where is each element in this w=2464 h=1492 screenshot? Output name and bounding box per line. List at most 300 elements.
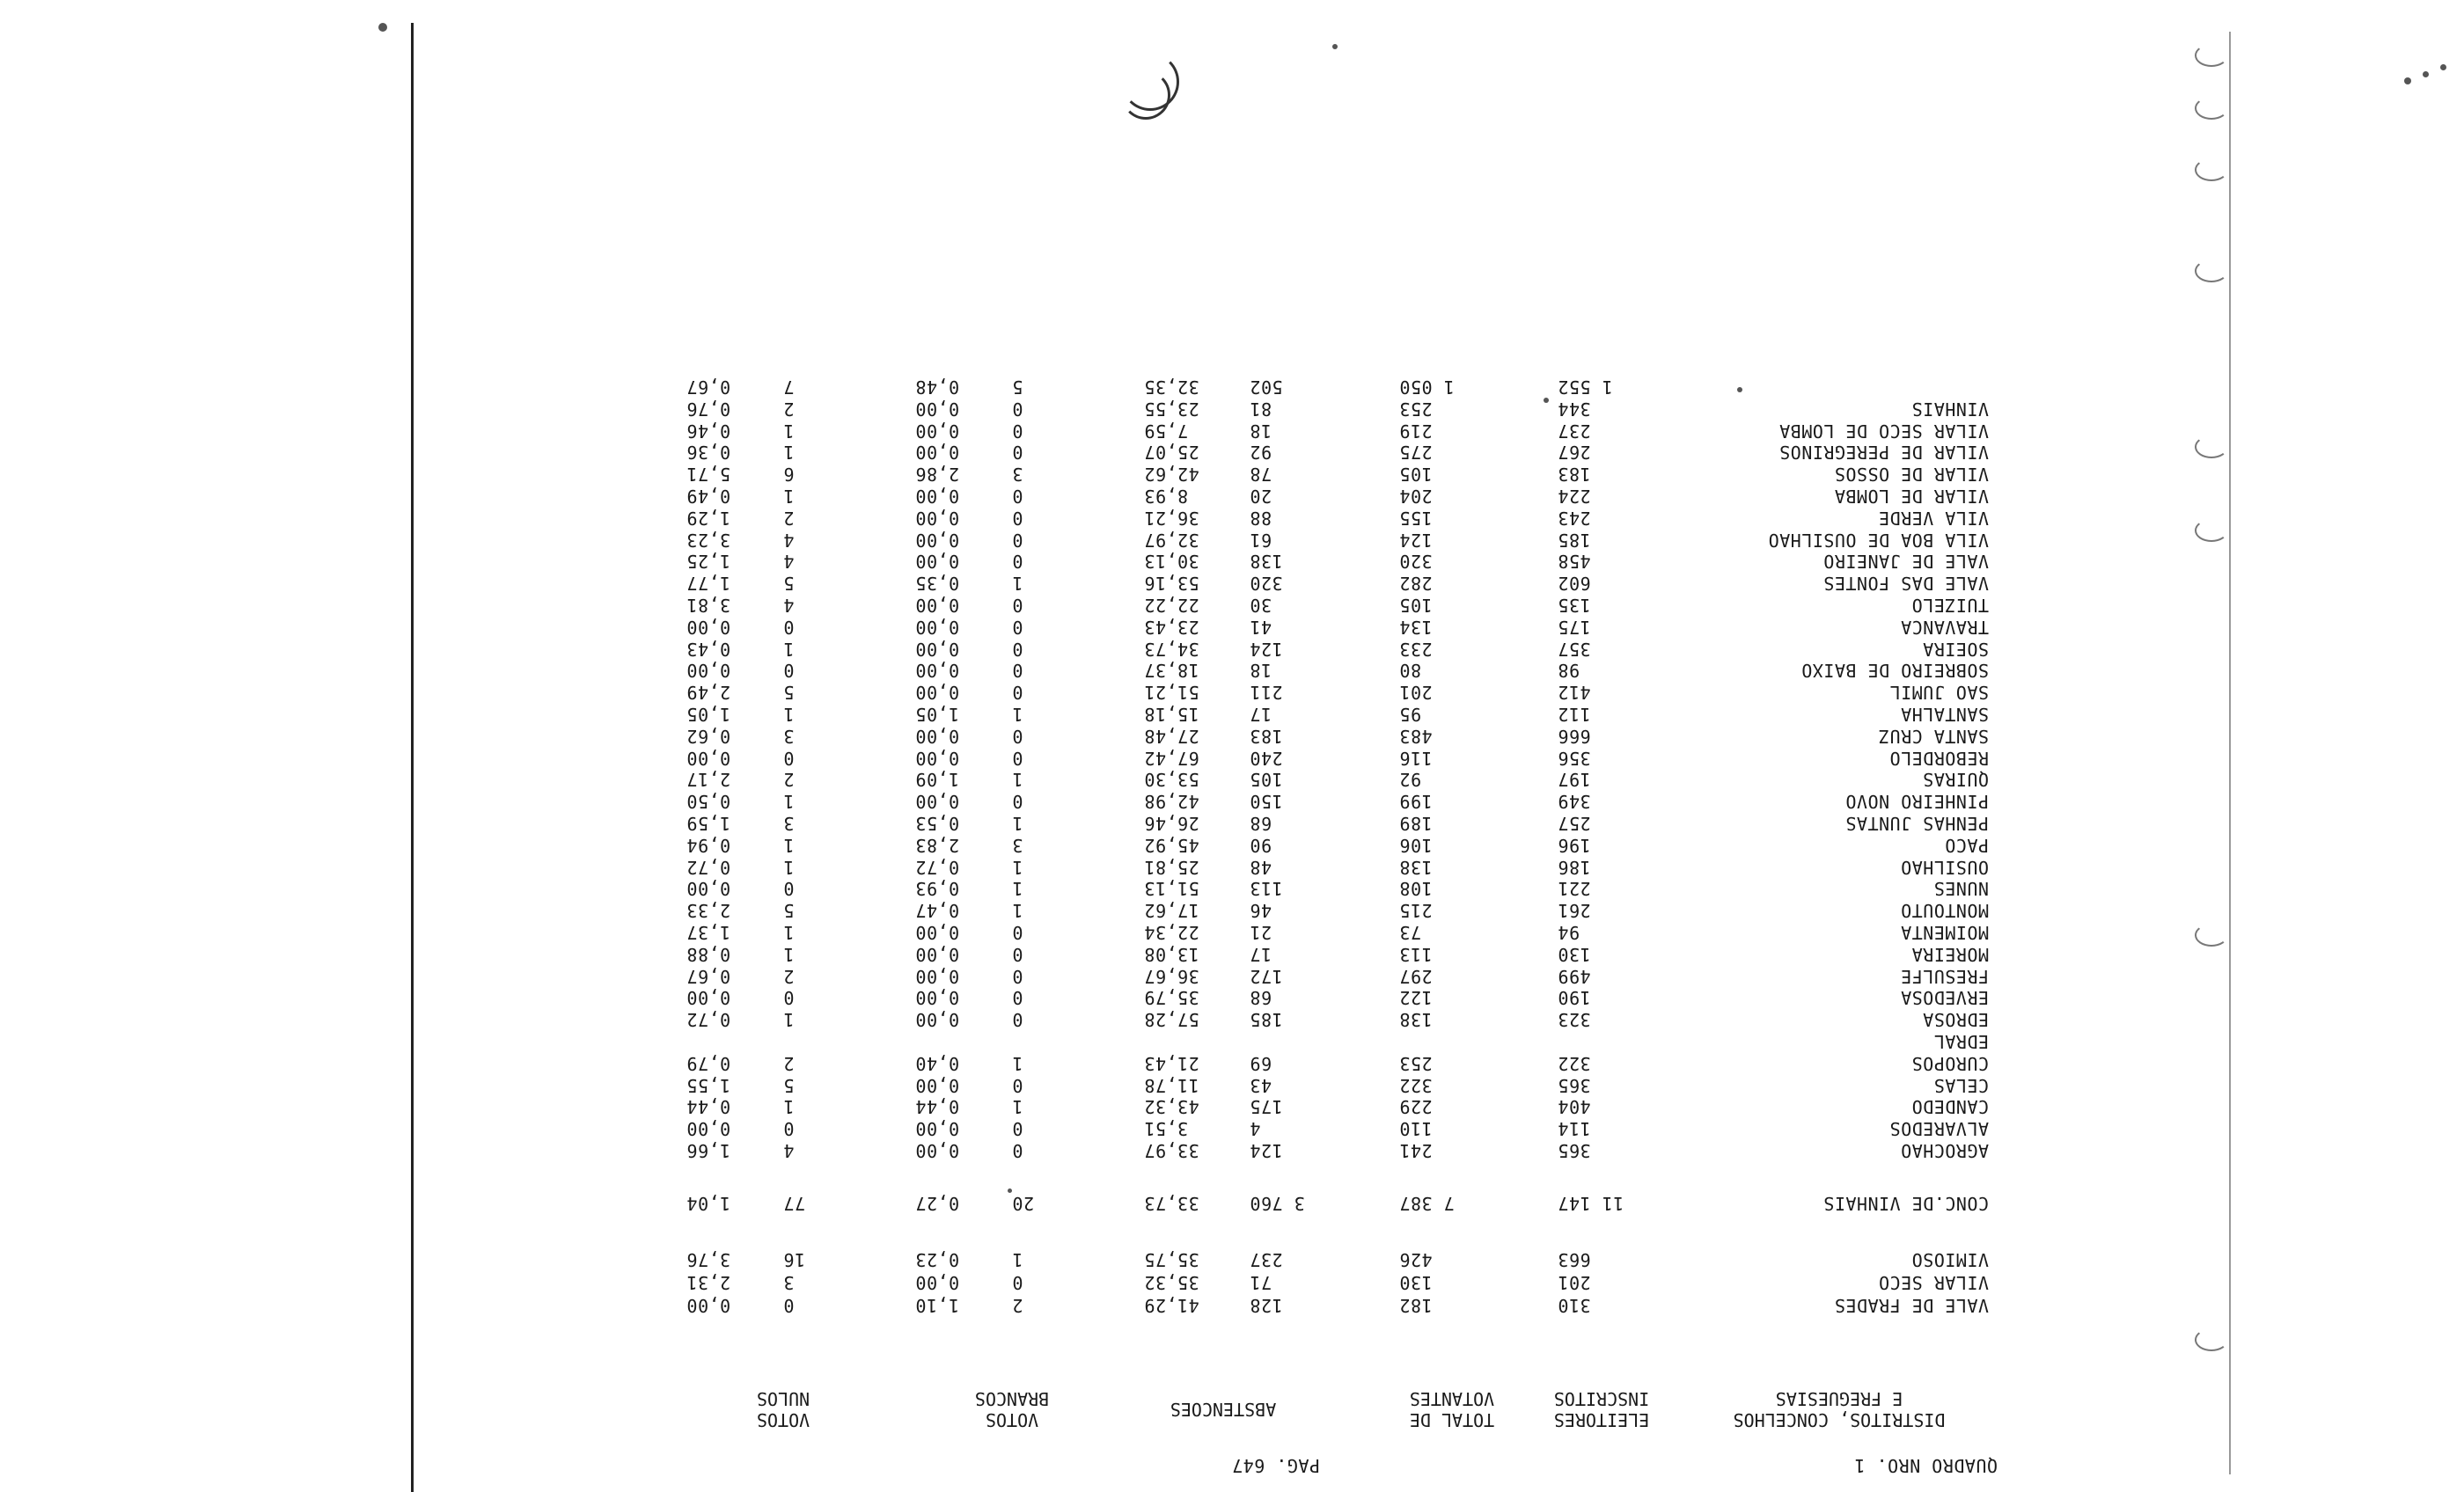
cell-inscritos: 365 xyxy=(1558,1074,1591,1096)
cell-inscritos: 257 xyxy=(1558,813,1591,834)
cell-votantes: 483 xyxy=(1399,725,1433,747)
cell-inscritos: 185 xyxy=(1558,529,1591,551)
cell-nu-n: 5 xyxy=(783,573,795,595)
cell-nu-p: 0,43 xyxy=(686,638,731,660)
cell-nu-n: 1 xyxy=(783,791,795,813)
cell-name: CELAS xyxy=(1933,1074,1989,1096)
cell-inscritos: 196 xyxy=(1558,834,1591,856)
cell-votantes: 110 xyxy=(1399,1118,1433,1140)
binder-line xyxy=(2229,32,2231,1474)
cell-votantes: 138 xyxy=(1399,856,1433,878)
cell-votantes: 95 xyxy=(1399,704,1422,725)
cell-abst-p: 53,30 xyxy=(1144,769,1199,791)
cell-abst-p: 3,51 xyxy=(1144,1118,1189,1140)
cell-name: AGROCHAO xyxy=(1900,1140,1989,1161)
cell-br-n: 0 xyxy=(1012,551,1023,573)
cell-nu-n: 5 xyxy=(783,682,795,704)
cell-abst-n: 18 xyxy=(1250,420,1272,442)
cell-votantes: 73 xyxy=(1399,922,1422,943)
cell-br-p: 0,00 xyxy=(915,1140,960,1161)
cell-abst-p: 35,32 xyxy=(1144,1272,1199,1293)
cell-inscritos: 666 xyxy=(1558,725,1591,747)
cell-votantes: 215 xyxy=(1399,900,1433,922)
cell-abst-n: 502 xyxy=(1250,377,1283,398)
cell-br-p: 0,00 xyxy=(915,529,960,551)
cell-inscritos: 310 xyxy=(1558,1295,1591,1316)
cell-name: PENHAS JUNTAS xyxy=(1844,813,1989,834)
col-header-districts: DISTRITOS, CONCELHOS E FREGUESIAS xyxy=(1733,1388,1946,1430)
cell-abst-n: 128 xyxy=(1250,1295,1283,1316)
cell-abst-n: 92 xyxy=(1250,442,1272,464)
cell-br-p: 0,27 xyxy=(915,1193,960,1214)
cell-abst-p: 57,28 xyxy=(1144,1009,1199,1031)
cell-votantes: 92 xyxy=(1399,769,1422,791)
cell-abst-n: 30 xyxy=(1250,595,1272,616)
cell-name: VILAR DE LOMBA xyxy=(1834,486,1989,507)
cell-nu-p: 0,72 xyxy=(686,1009,731,1031)
cell-br-p: 0,00 xyxy=(915,551,960,573)
paper-speck xyxy=(1544,398,1549,403)
cell-br-n: 0 xyxy=(1012,965,1023,987)
cell-inscritos: 602 xyxy=(1558,573,1591,595)
cell-abst-n: 46 xyxy=(1250,900,1272,922)
cell-nu-n: 77 xyxy=(783,1193,806,1214)
cell-nu-n: 1 xyxy=(783,420,795,442)
cell-nu-n: 0 xyxy=(783,878,795,900)
cell-nu-p: 0,72 xyxy=(686,856,731,878)
cell-br-n: 0 xyxy=(1012,507,1023,529)
cell-inscritos: 357 xyxy=(1558,638,1591,660)
cell-br-p: 0,53 xyxy=(915,813,960,834)
cell-nu-n: 0 xyxy=(783,660,795,682)
binder-hole xyxy=(2195,519,2228,542)
cell-br-p: 0,35 xyxy=(915,573,960,595)
cell-votantes: 219 xyxy=(1399,420,1433,442)
cell-nu-p: 0,49 xyxy=(686,486,731,507)
cell-nu-n: 4 xyxy=(783,1140,795,1161)
cell-br-p: 0,93 xyxy=(915,878,960,900)
cell-nu-p: 1,05 xyxy=(686,704,731,725)
cell-votantes: 1 050 xyxy=(1399,377,1455,398)
cell-inscritos: 201 xyxy=(1558,1272,1591,1293)
binder-hole xyxy=(2195,158,2228,181)
cell-abst-p: 51,21 xyxy=(1144,682,1199,704)
cell-br-p: 0,00 xyxy=(915,987,960,1009)
cell-abst-n: 17 xyxy=(1250,943,1272,965)
cell-br-n: 1 xyxy=(1012,856,1023,878)
cell-nu-p: 1,59 xyxy=(686,813,731,834)
cell-nu-n: 4 xyxy=(783,551,795,573)
cell-name: EDROSA xyxy=(1922,1009,1989,1031)
cell-nu-n: 3 xyxy=(783,725,795,747)
cell-nu-p: 0,50 xyxy=(686,791,731,813)
cell-br-p: 0,00 xyxy=(915,682,960,704)
cell-abst-n: 21 xyxy=(1250,922,1272,943)
cell-br-n: 0 xyxy=(1012,1140,1023,1161)
cell-inscritos: 183 xyxy=(1558,464,1591,486)
cell-votantes: 233 xyxy=(1399,638,1433,660)
cell-name: VILAR DE OSSOS xyxy=(1834,464,1989,486)
cell-inscritos: 130 xyxy=(1558,943,1591,965)
cell-abst-p: 43,32 xyxy=(1144,1096,1199,1118)
cell-br-n: 0 xyxy=(1012,529,1023,551)
cell-br-p: 0,00 xyxy=(915,595,960,616)
cell-votantes: 155 xyxy=(1399,507,1433,529)
cell-votantes: 282 xyxy=(1399,573,1433,595)
cell-abst-n: 88 xyxy=(1250,507,1272,529)
cell-br-p: 0,48 xyxy=(915,377,960,398)
cell-name: EDRAL xyxy=(1933,1031,1989,1052)
cell-inscritos: 224 xyxy=(1558,486,1591,507)
col-header-nulos: VOTOS NULOS xyxy=(756,1388,810,1430)
cell-votantes: 138 xyxy=(1399,1009,1433,1031)
cell-nu-n: 1 xyxy=(783,1096,795,1118)
cell-br-n: 0 xyxy=(1012,1272,1023,1293)
cell-nu-p: 0,00 xyxy=(686,1118,731,1140)
cell-votantes: 201 xyxy=(1399,682,1433,704)
cell-br-p: 0,00 xyxy=(915,398,960,420)
cell-nu-p: 1,25 xyxy=(686,551,731,573)
cell-name: NUNES xyxy=(1933,878,1989,900)
cell-nu-n: 1 xyxy=(783,638,795,660)
cell-nu-n: 7 xyxy=(783,377,795,398)
cell-abst-p: 11,78 xyxy=(1144,1074,1199,1096)
cell-nu-p: 0,00 xyxy=(686,747,731,769)
cell-inscritos: 344 xyxy=(1558,398,1591,420)
cell-nu-n: 6 xyxy=(783,464,795,486)
paper-speck xyxy=(2440,64,2446,70)
cell-abst-p: 36,67 xyxy=(1144,965,1199,987)
cell-votantes: 7 387 xyxy=(1399,1193,1455,1214)
cell-nu-p: 2,49 xyxy=(686,682,731,704)
cell-br-n: 1 xyxy=(1012,769,1023,791)
cell-abst-p: 13,08 xyxy=(1144,943,1199,965)
cell-nu-n: 5 xyxy=(783,1074,795,1096)
cell-votantes: 204 xyxy=(1399,486,1433,507)
cell-votantes: 130 xyxy=(1399,1272,1433,1293)
cell-abst-p: 34,73 xyxy=(1144,638,1199,660)
cell-name: PINHEIRO NOVO xyxy=(1844,791,1989,813)
cell-name: MOIMENTA xyxy=(1900,922,1989,943)
cell-br-n: 0 xyxy=(1012,1009,1023,1031)
cell-nu-n: 5 xyxy=(783,900,795,922)
cell-abst-p: 18,37 xyxy=(1144,660,1199,682)
cell-abst-n: 68 xyxy=(1250,987,1272,1009)
cell-name: VILAR DE PEREGRINOS xyxy=(1778,442,1989,464)
cell-inscritos: 412 xyxy=(1558,682,1591,704)
cell-inscritos: 243 xyxy=(1558,507,1591,529)
cell-inscritos: 221 xyxy=(1558,878,1591,900)
cell-br-p: 0,00 xyxy=(915,725,960,747)
cell-votantes: 297 xyxy=(1399,965,1433,987)
cell-name: PACO xyxy=(1944,834,1989,856)
cell-votantes: 182 xyxy=(1399,1295,1433,1316)
cell-name: CUROPOS xyxy=(1911,1052,1989,1074)
cell-nu-p: 2,31 xyxy=(686,1272,731,1293)
page-edge-line xyxy=(411,23,414,1492)
cell-name: VALE DE FRADES xyxy=(1834,1295,1989,1316)
cell-br-p: 2,83 xyxy=(915,834,960,856)
cell-abst-p: 27,48 xyxy=(1144,725,1199,747)
cell-br-p: 0,47 xyxy=(915,900,960,922)
cell-name: VALE DAS FONTES xyxy=(1822,573,1989,595)
cell-name: CONC.DE VINHAIS xyxy=(1822,1193,1989,1214)
cell-name: MONTOUTO xyxy=(1900,900,1989,922)
cell-br-n: 0 xyxy=(1012,725,1023,747)
cell-br-n: 1 xyxy=(1012,900,1023,922)
cell-name: VILA VERDE xyxy=(1878,507,1989,529)
cell-abst-p: 33,97 xyxy=(1144,1140,1199,1161)
cell-br-p: 0,00 xyxy=(915,1118,960,1140)
cell-br-p: 0,00 xyxy=(915,442,960,464)
cell-inscritos: 190 xyxy=(1558,987,1591,1009)
cell-nu-p: 3,81 xyxy=(686,595,731,616)
cell-abst-n: 78 xyxy=(1250,464,1272,486)
cell-br-n: 0 xyxy=(1012,987,1023,1009)
cell-name: VIMIOSO xyxy=(1911,1249,1989,1270)
cell-abst-n: 71 xyxy=(1250,1272,1272,1293)
cell-nu-p: 0,67 xyxy=(686,377,731,398)
cell-nu-n: 1 xyxy=(783,1009,795,1031)
cell-nu-n: 1 xyxy=(783,943,795,965)
cell-abst-n: 3 760 xyxy=(1250,1193,1305,1214)
cell-abst-p: 51,13 xyxy=(1144,878,1199,900)
cell-abst-n: 211 xyxy=(1250,682,1283,704)
cell-br-p: 0,40 xyxy=(915,1052,960,1074)
cell-nu-n: 1 xyxy=(783,834,795,856)
cell-name: VALE DE JANEIRO xyxy=(1822,551,1989,573)
cell-abst-p: 30,13 xyxy=(1144,551,1199,573)
cell-abst-p: 26,46 xyxy=(1144,813,1199,834)
cell-votantes: 113 xyxy=(1399,943,1433,965)
cell-nu-n: 0 xyxy=(783,1295,795,1316)
cell-votantes: 108 xyxy=(1399,878,1433,900)
cell-inscritos: 98 xyxy=(1558,660,1580,682)
cell-abst-n: 150 xyxy=(1250,791,1283,813)
cell-votantes: 320 xyxy=(1399,551,1433,573)
cell-inscritos: 267 xyxy=(1558,442,1591,464)
cell-votantes: 229 xyxy=(1399,1096,1433,1118)
cell-nu-p: 2,33 xyxy=(686,900,731,922)
cell-votantes: 322 xyxy=(1399,1074,1433,1096)
cell-nu-p: 0,76 xyxy=(686,398,731,420)
cell-nu-p: 2,17 xyxy=(686,769,731,791)
paper-speck xyxy=(1737,387,1742,392)
cell-inscritos: 186 xyxy=(1558,856,1591,878)
cell-name: SAO JUMIL xyxy=(1889,682,1989,704)
cell-br-n: 0 xyxy=(1012,791,1023,813)
cell-abst-p: 32,97 xyxy=(1144,529,1199,551)
cell-abst-p: 35,75 xyxy=(1144,1249,1199,1270)
cell-nu-p: 0,00 xyxy=(686,1295,731,1316)
cell-br-n: 3 xyxy=(1012,464,1023,486)
binder-hole xyxy=(2195,260,2228,282)
cell-inscritos: 365 xyxy=(1558,1140,1591,1161)
cell-inscritos: 349 xyxy=(1558,791,1591,813)
cell-br-n: 0 xyxy=(1012,486,1023,507)
cell-abst-p: 22,22 xyxy=(1144,595,1199,616)
cell-br-n: 3 xyxy=(1012,834,1023,856)
cell-br-p: 0,00 xyxy=(915,1272,960,1293)
cell-nu-p: 0,44 xyxy=(686,1096,731,1118)
cell-nu-n: 3 xyxy=(783,813,795,834)
cell-name: VILAR SECO xyxy=(1878,1272,1989,1293)
binder-hole xyxy=(2195,1328,2228,1351)
cell-br-n: 0 xyxy=(1012,682,1023,704)
cell-br-n: 0 xyxy=(1012,595,1023,616)
cell-inscritos: 322 xyxy=(1558,1052,1591,1074)
cell-br-p: 2,86 xyxy=(915,464,960,486)
cell-nu-p: 0,00 xyxy=(686,616,731,638)
col-header-votantes: TOTAL DE VOTANTES xyxy=(1409,1388,1495,1430)
cell-br-n: 1 xyxy=(1012,1249,1023,1270)
cell-br-p: 0,00 xyxy=(915,965,960,987)
cell-abst-p: 8,93 xyxy=(1144,486,1189,507)
cell-votantes: 105 xyxy=(1399,595,1433,616)
cell-nu-p: 1,66 xyxy=(686,1140,731,1161)
cell-abst-p: 67,42 xyxy=(1144,747,1199,769)
cell-nu-p: 1,29 xyxy=(686,507,731,529)
cell-nu-n: 0 xyxy=(783,747,795,769)
cell-inscritos: 175 xyxy=(1558,616,1591,638)
cell-abst-p: 17,62 xyxy=(1144,900,1199,922)
cell-abst-n: 69 xyxy=(1250,1052,1272,1074)
cell-votantes: 253 xyxy=(1399,1052,1433,1074)
cell-abst-p: 23,55 xyxy=(1144,398,1199,420)
cell-votantes: 253 xyxy=(1399,398,1433,420)
cell-inscritos: 112 xyxy=(1558,704,1591,725)
cell-nu-n: 2 xyxy=(783,965,795,987)
cell-nu-n: 4 xyxy=(783,595,795,616)
cell-nu-p: 0,79 xyxy=(686,1052,731,1074)
cell-abst-n: 43 xyxy=(1250,1074,1272,1096)
paper-speck xyxy=(378,23,387,32)
cell-br-n: 0 xyxy=(1012,1074,1023,1096)
cell-name: TRAVANCA xyxy=(1900,616,1989,638)
cell-abst-p: 41,29 xyxy=(1144,1295,1199,1316)
cell-name: SOEIRA xyxy=(1922,638,1989,660)
paper-speck xyxy=(1332,44,1338,49)
cell-br-p: 0,00 xyxy=(915,507,960,529)
cell-abst-p: 35,79 xyxy=(1144,987,1199,1009)
cell-votantes: 80 xyxy=(1399,660,1422,682)
cell-abst-p: 32,35 xyxy=(1144,377,1199,398)
cell-abst-n: 17 xyxy=(1250,704,1272,725)
cell-name: OUSILHAO xyxy=(1900,856,1989,878)
cell-br-p: 0,72 xyxy=(915,856,960,878)
cell-abst-p: 7,59 xyxy=(1144,420,1189,442)
cell-nu-p: 1,04 xyxy=(686,1193,731,1214)
cell-abst-n: 183 xyxy=(1250,725,1283,747)
cell-votantes: 189 xyxy=(1399,813,1433,834)
cell-br-p: 0,00 xyxy=(915,1009,960,1031)
cell-nu-n: 1 xyxy=(783,922,795,943)
cell-br-n: 20 xyxy=(1012,1193,1035,1214)
cell-votantes: 106 xyxy=(1399,834,1433,856)
cell-nu-p: 0,94 xyxy=(686,834,731,856)
cell-nu-n: 2 xyxy=(783,507,795,529)
cell-name: VILAR SECO DE LOMBA xyxy=(1778,420,1989,442)
cell-br-n: 1 xyxy=(1012,813,1023,834)
cell-votantes: 134 xyxy=(1399,616,1433,638)
cell-inscritos: 94 xyxy=(1558,922,1580,943)
cell-abst-n: 105 xyxy=(1250,769,1283,791)
cell-br-n: 0 xyxy=(1012,1118,1023,1140)
cell-inscritos: 404 xyxy=(1558,1096,1591,1118)
paper-mark xyxy=(1121,70,1170,120)
col-header-brancos: VOTOS BRANCOS xyxy=(974,1388,1050,1430)
cell-nu-n: 2 xyxy=(783,1052,795,1074)
cell-inscritos: 458 xyxy=(1558,551,1591,573)
cell-name: SANTALHA xyxy=(1900,704,1989,725)
cell-nu-n: 0 xyxy=(783,616,795,638)
cell-br-p: 0,00 xyxy=(915,791,960,813)
cell-br-p: 0,00 xyxy=(915,638,960,660)
cell-nu-p: 3,23 xyxy=(686,529,731,551)
cell-abst-p: 53,16 xyxy=(1144,573,1199,595)
cell-nu-p: 0,62 xyxy=(686,725,731,747)
cell-abst-p: 23,43 xyxy=(1144,616,1199,638)
cell-br-p: 0,00 xyxy=(915,1074,960,1096)
cell-votantes: 426 xyxy=(1399,1249,1433,1270)
cell-abst-n: 240 xyxy=(1250,747,1283,769)
cell-abst-n: 320 xyxy=(1250,573,1283,595)
cell-votantes: 241 xyxy=(1399,1140,1433,1161)
cell-abst-p: 25,07 xyxy=(1144,442,1199,464)
cell-inscritos: 237 xyxy=(1558,420,1591,442)
cell-br-p: 0,00 xyxy=(915,747,960,769)
cell-votantes: 105 xyxy=(1399,464,1433,486)
cell-name: SANTA CRUZ xyxy=(1878,725,1989,747)
cell-abst-n: 237 xyxy=(1250,1249,1283,1270)
cell-br-n: 0 xyxy=(1012,616,1023,638)
cell-abst-n: 185 xyxy=(1250,1009,1283,1031)
cell-nu-p: 0,00 xyxy=(686,878,731,900)
cell-br-n: 0 xyxy=(1012,660,1023,682)
cell-abst-p: 15,18 xyxy=(1144,704,1199,725)
cell-inscritos: 499 xyxy=(1558,965,1591,987)
cell-name: TUIZELO xyxy=(1911,595,1989,616)
cell-br-n: 1 xyxy=(1012,878,1023,900)
page-label: PAG. 647 xyxy=(1231,1455,1320,1476)
cell-nu-p: 5,71 xyxy=(686,464,731,486)
cell-nu-p: 1,77 xyxy=(686,573,731,595)
cell-nu-n: 1 xyxy=(783,486,795,507)
binder-hole xyxy=(2195,44,2228,67)
cell-abst-p: 42,98 xyxy=(1144,791,1199,813)
cell-abst-n: 172 xyxy=(1250,965,1283,987)
cell-br-p: 0,00 xyxy=(915,486,960,507)
cell-br-n: 1 xyxy=(1012,1096,1023,1118)
cell-inscritos: 197 xyxy=(1558,769,1591,791)
cell-inscritos: 11 147 xyxy=(1558,1193,1624,1214)
quadro-label: QUADRO NRO. 1 xyxy=(1853,1455,1998,1476)
cell-name: FRESULFE xyxy=(1900,965,1989,987)
cell-nu-p: 1,55 xyxy=(686,1074,731,1096)
cell-nu-p: 3,76 xyxy=(686,1249,731,1270)
cell-inscritos: 663 xyxy=(1558,1249,1591,1270)
cell-abst-p: 33,73 xyxy=(1144,1193,1199,1214)
cell-inscritos: 356 xyxy=(1558,747,1591,769)
cell-abst-n: 18 xyxy=(1250,660,1272,682)
cell-abst-p: 42,62 xyxy=(1144,464,1199,486)
col-header-abstencoes: ABSTENCOES xyxy=(1170,1399,1277,1420)
cell-inscritos: 135 xyxy=(1558,595,1591,616)
cell-br-n: 0 xyxy=(1012,420,1023,442)
cell-inscritos: 323 xyxy=(1558,1009,1591,1031)
cell-nu-p: 0,00 xyxy=(686,987,731,1009)
cell-br-p: 0,00 xyxy=(915,943,960,965)
